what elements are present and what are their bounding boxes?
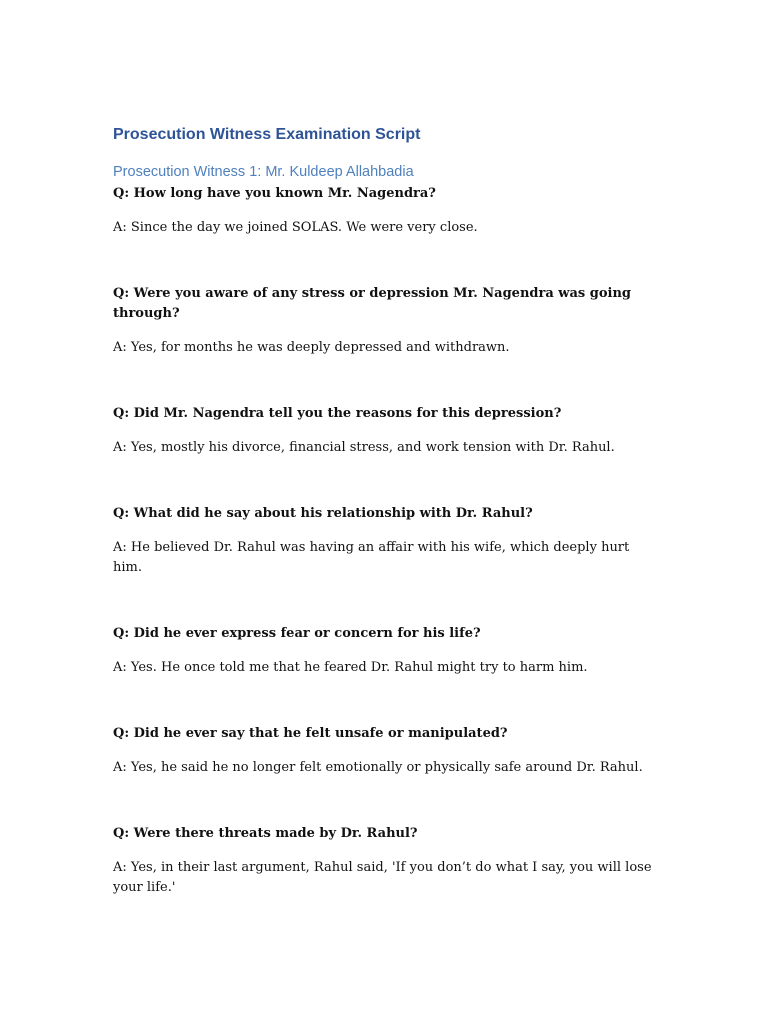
question: Q: How long have you known Mr. Nagendra? (113, 186, 436, 201)
qa-pair-7 (113, 824, 658, 898)
answer: A: Yes, for months he was deeply depressed and withdrawn. (113, 340, 510, 355)
answer: A: Yes, in their last argument, Rahul said, 'If you don’t do what I say, you will lose your life.' (113, 860, 652, 895)
witness-heading: Prosecution Witness 1: Mr. Kuldeep Allahbadia (113, 164, 414, 180)
qa-pair-1 (113, 184, 658, 238)
qa-pair-4 (113, 504, 658, 578)
qa-pair-5 (113, 624, 658, 678)
question: Q: Did he ever express fear or concern for his life? (113, 626, 481, 641)
qa-pair-3 (113, 404, 658, 458)
question: Q: Were there threats made by Dr. Rahul? (113, 826, 418, 841)
question: Q: What did he say about his relationship with Dr. Rahul? (113, 506, 533, 521)
answer: A: Yes. He once told me that he feared Dr. Rahul might try to harm him. (113, 660, 588, 675)
qa-pair-6 (113, 724, 658, 778)
document-body (113, 124, 658, 944)
question: Q: Did Mr. Nagendra tell you the reasons for this depression? (113, 406, 562, 421)
question: Q: Were you aware of any stress or depression Mr. Nagendra was going through? (113, 286, 631, 321)
answer: A: Yes, mostly his divorce, financial stress, and work tension with Dr. Rahul. (113, 440, 615, 455)
answer: A: Since the day we joined SOLAS. We were very close. (113, 220, 478, 235)
question: Q: Did he ever say that he felt unsafe or manipulated? (113, 726, 508, 741)
document-title: Prosecution Witness Examination Script (113, 126, 421, 143)
qa-pair-2 (113, 284, 658, 358)
answer: A: Yes, he said he no longer felt emotionally or physically safe around Dr. Rahul. (113, 760, 643, 775)
answer: A: He believed Dr. Rahul was having an affair with his wife, which deeply hurt him. (113, 540, 630, 575)
